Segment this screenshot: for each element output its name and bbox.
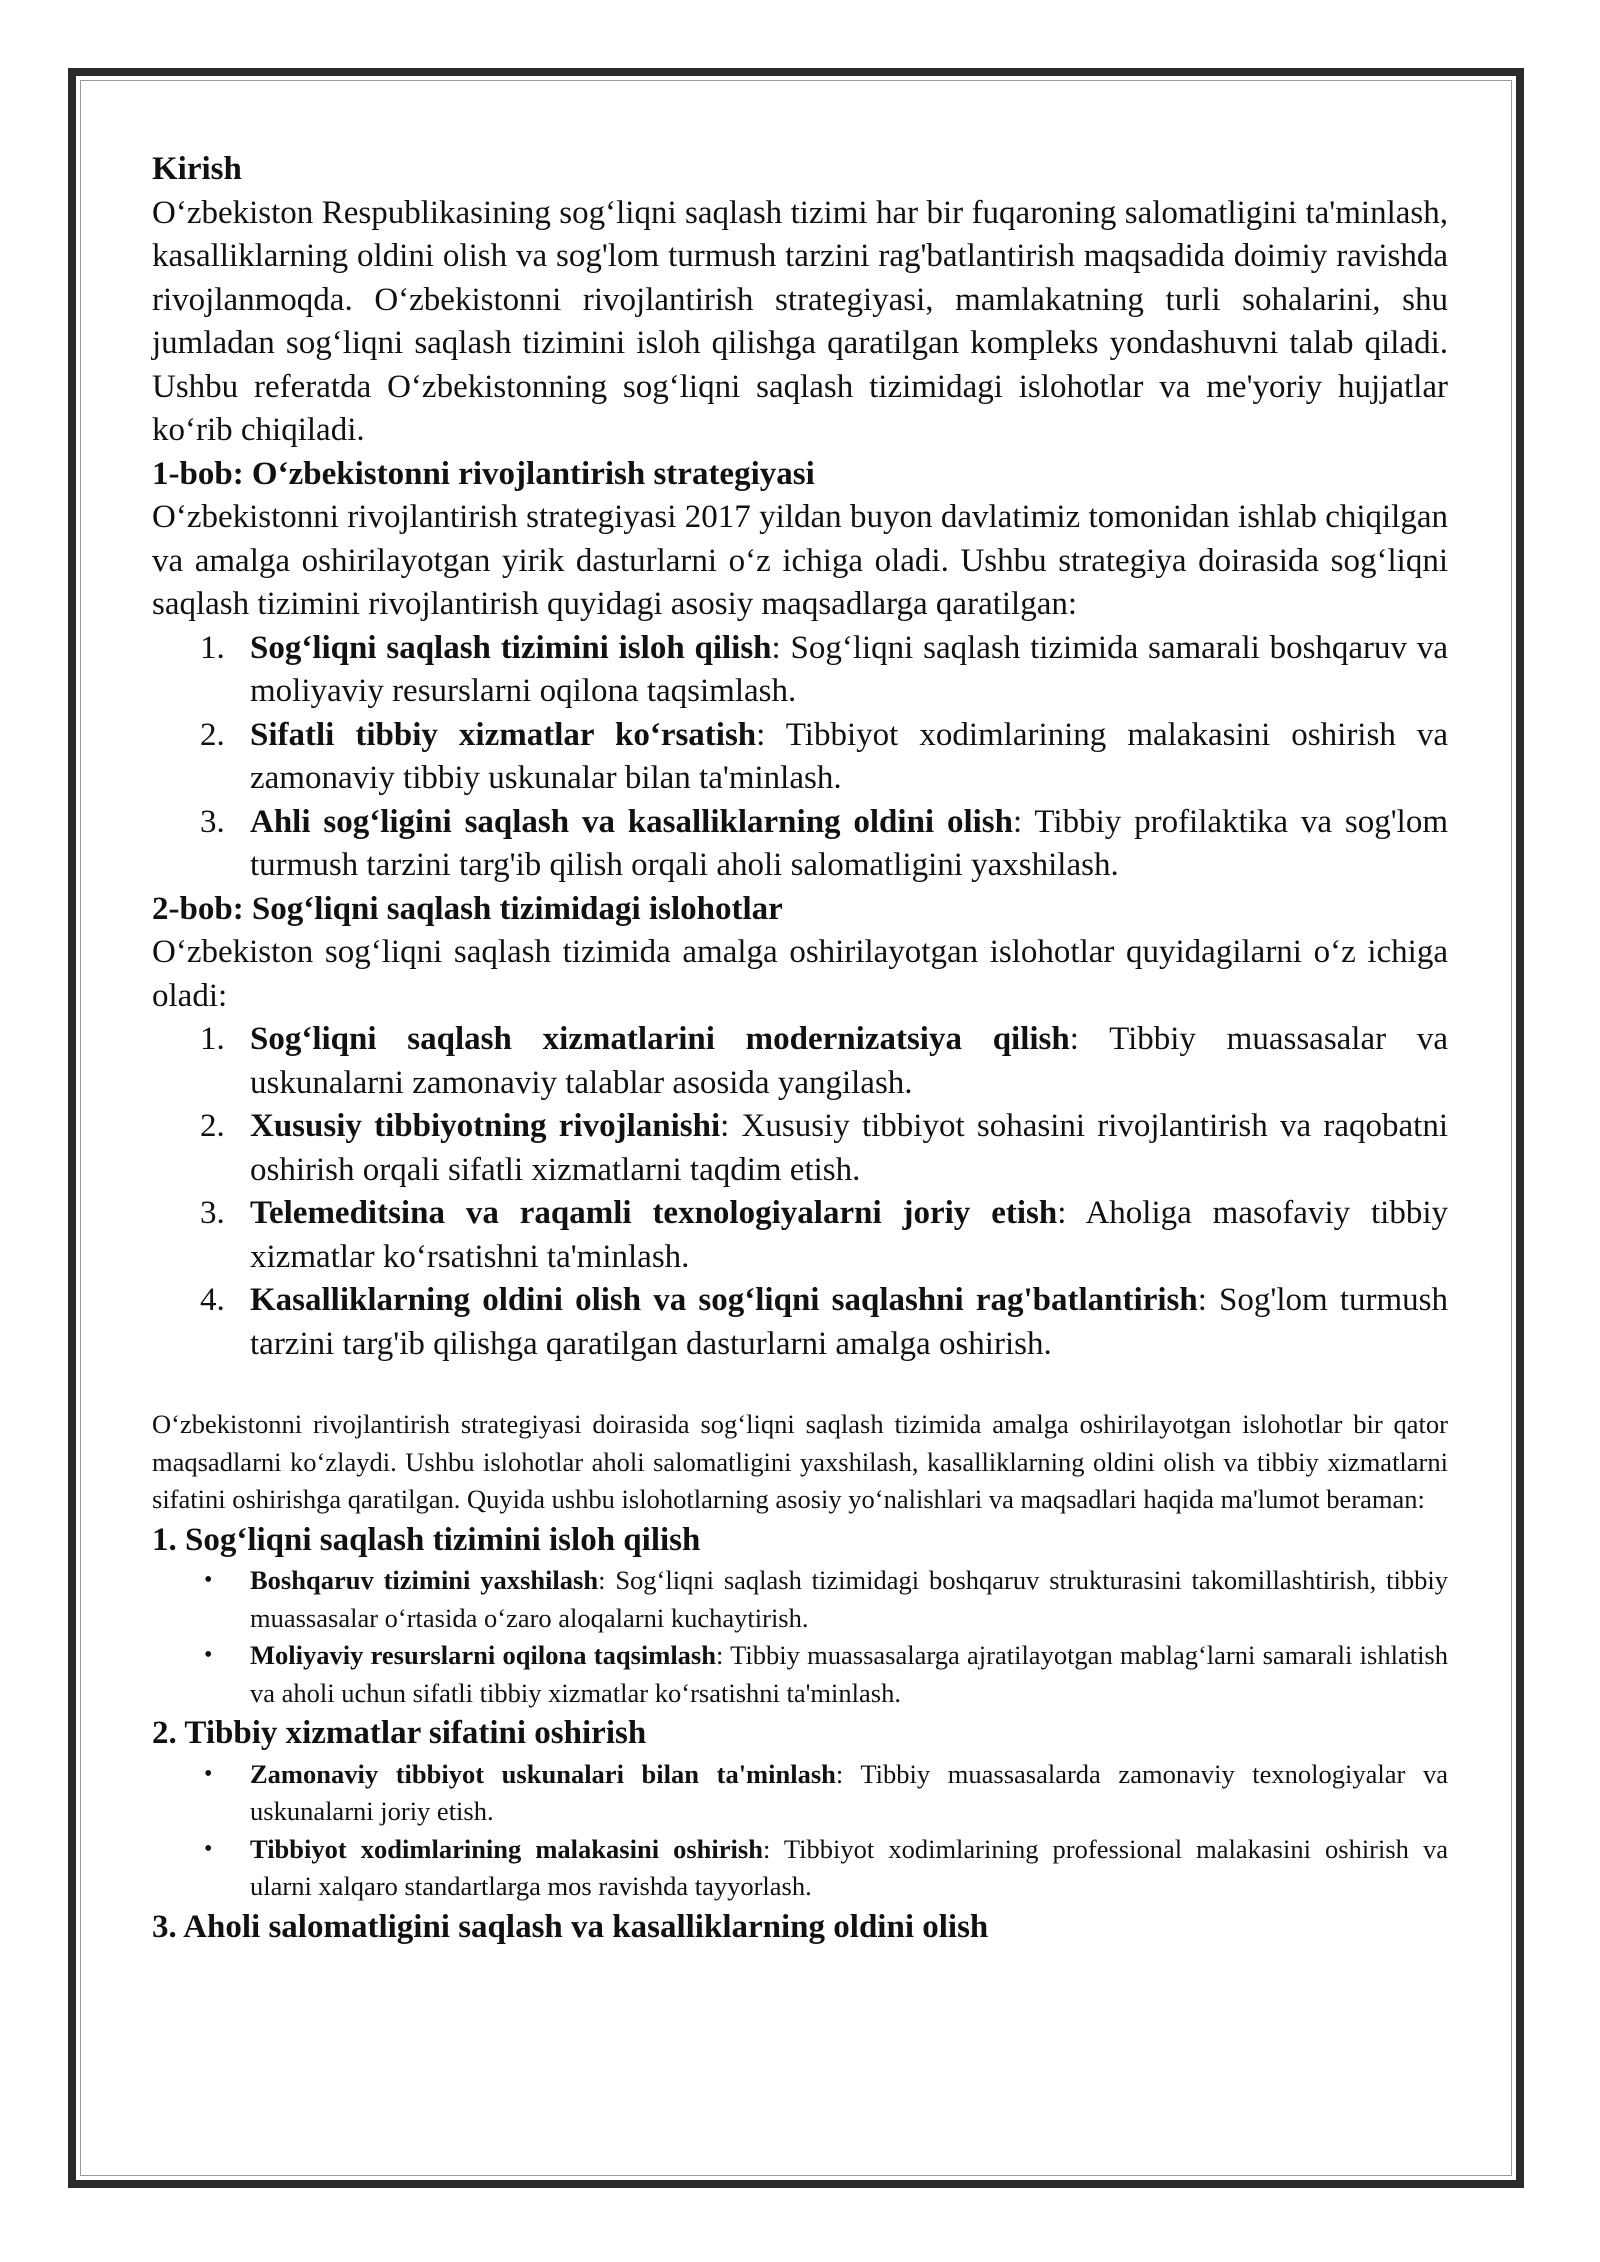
chapter2-heading: 2-bob: Sog‘liqni saqlash tizimidagi islohotlar [152,890,783,927]
list-item-separator: : [598,1565,606,1595]
section1-list [152,1562,1448,1712]
list-item-term: Tibbiyot xodimlarining malakasini oshirish [250,1833,763,1864]
list-item [152,714,1448,801]
document-content [152,148,1448,1949]
list-item-separator: : [716,1640,724,1670]
list-item-term: Ahli sog‘ligini saqlash va kasalliklarning oldini olish [250,803,1013,840]
list-item-term: Sog‘liqni saqlash xizmatlarini modernizatsiya qilish [250,1021,1070,1057]
summary-paragraph: O‘zbekistonni rivojlantirish strategiyasi doirasida sog‘liqni saqlash tizimida amalga oshirilayotgan islohotlar bir qator maqsadlarni ko‘zlaydi. Ushbu islohotlar aholi salomatligini yaxshilash, kasalliklarning oldini olish va tibbiy xizmatlarni sifatini oshirishga qaratilgan. Quyida ushbu islohotlarning asosiy yo‘nalishlari va maqsadlari haqida ma'lumot beraman: [152,1409,1448,1514]
bullet-icon: • [204,1760,213,1787]
list-item [152,1105,1448,1192]
list-item-text: Tibbiy profilaktika va sog'lom turmush tarzini targ'ib qilish orqali aholi salomatligini yaxshilash. [250,803,1448,883]
list-number: 2. [200,716,225,753]
list-item-term: Kasalliklarning oldini olish va sog‘liqni saqlashni rag'batlantirish [250,1282,1198,1318]
list-item-text: Aholiga masofaviy tibbiy xizmatlar ko‘rsatishni ta'minlash. [250,1195,1449,1275]
section3-heading: 3. Aholi salomatligini saqlash va kasalliklarning oldini olish [152,1908,989,1945]
chapter2-paragraph: O‘zbekiston sog‘liqni saqlash tizimida amalga oshirilayotgan islohotlar quyidagilarni o‘z ichiga oladi: [152,934,1448,1014]
list-item [152,627,1448,714]
list-number: 4. [200,1282,225,1318]
list-item-text: Tibbiy muassasalar va uskunalarni zamonaviy talablar asosida yangilash. [250,1021,1449,1101]
list-item-separator: : [1197,1282,1207,1318]
list-item [152,1279,1448,1366]
chapter1-heading: 1-bob: O‘zbekistonni rivojlantirish strategiyasi [152,455,815,492]
bullet-icon: • [204,1567,213,1593]
section1-heading: 1. Sog‘liqni saqlash tizimini isloh qilish [152,1521,701,1558]
list-item-text: Tibbiyot xodimlarining professional malakasini oshirish va ularni xalqaro standartlarga mos ravishda tayyorlash. [250,1833,1449,1901]
list-item-text: Tibbiyot xodimlarining malakasini oshirish va zamonaviy tibbiy uskunalar bilan ta'minlash. [250,716,1448,796]
list-item-text: Sog‘liqni saqlash tizimidagi boshqaruv strukturasini takomillashtirish, tibbiy muassasalar o‘rtasida o‘zaro aloqalarni kuchaytirish. [250,1565,1448,1633]
list-item-separator: : [1069,1021,1079,1057]
bullet-icon: • [204,1642,213,1668]
list-item-term: Zamonaviy tibbiyot uskunalari bilan ta'minlash [250,1758,836,1789]
list-item-separator: : [756,716,766,753]
list-item-separator: : [771,629,781,666]
list-item [152,1831,1448,1906]
list-item-separator: : [1057,1195,1067,1231]
section-spacer [152,1366,1448,1406]
list-item-separator: : [835,1758,844,1789]
list-number: 1. [200,629,225,666]
list-item [152,1562,1448,1637]
list-item-text: Tibbiy muassasalarga ajratilayotgan mablag‘larni samarali ishlatish va aholi uchun sifatli tibbiy xizmatlar ko‘rsatishni ta'minlash. [250,1640,1448,1708]
list-item-term: Telemeditsina va raqamli texnologiyalarni joriy etish [250,1195,1058,1231]
list-item-term: Sifatli tibbiy xizmatlar ko‘rsatish [250,716,757,753]
list-number: 1. [200,1021,225,1057]
list-item-separator: : [720,1108,730,1144]
list-item [152,1192,1448,1279]
chapter1-list [152,627,1448,888]
list-item-separator: : [762,1833,771,1864]
bullet-icon: • [204,1835,213,1862]
list-item-text: Xususiy tibbiyot sohasini rivojlantirish va raqobatni oshirish orqali sifatli xizmatlarni taqdim etish. [250,1108,1448,1188]
chapter1-paragraph: O‘zbekistonni rivojlantirish strategiyasi 2017 yildan buyon davlatimiz tomonidan ishlab chiqilgan va amalga oshirilayotgan yirik dasturlarni o‘z ichiga oladi. Ushbu strategiya doirasida sog‘liqni saqlash tizimini rivojlantirish quyidagi asosiy maqsadlarga qaratilgan: [152,499,1448,622]
list-item [152,1637,1448,1712]
section2-heading: 2. Tibbiy xizmatlar sifatini oshirish [152,1715,647,1751]
intro-paragraph: O‘zbekiston Respublikasining sog‘liqni saqlash tizimi har bir fuqaroning salomatligini ta'minlash, kasalliklarning oldini olish va sog'lom turmush tarzini rag'batlantirish maqsadida doimiy ravishda rivojlanmoqda. O‘zbekistonni rivojlantirish strategiyasi, mamlakatning turli sohalarini, shu jumladan sog‘liqni saqlash tizimini isloh qilishga qaratilgan kompleks yondashuvni talab qiladi. Ushbu referatda O‘zbekistonning sog‘liqni saqlash tizimidagi islohotlar va me'yoriy hujjatlar ko‘rib chiqiladi. [152,194,1448,448]
list-item [152,801,1448,888]
list-number: 3. [200,1195,225,1231]
list-item-text: Sog‘liqni saqlash tizimida samarali boshqaruv va moliyaviy resurslarni oqilona taqsimlash. [250,629,1448,709]
list-item [152,1018,1448,1105]
list-item-separator: : [1012,803,1023,840]
list-number: 2. [200,1108,225,1144]
list-item-term: Boshqaruv tizimini yaxshilash [250,1565,599,1595]
list-item-term: Sog‘liqni saqlash tizimini isloh qilish [250,629,772,666]
list-item-term: Xususiy tibbiyotning rivojlanishi [250,1108,721,1144]
section2-list [152,1756,1448,1906]
intro-heading: Kirish [152,151,242,187]
chapter2-list [152,1018,1448,1366]
list-number: 3. [200,803,225,840]
list-item-text: Tibbiy muassasalarda zamonaviy texnologiyalar va uskunalarni joriy etish. [250,1758,1448,1826]
list-item-text: Sog'lom turmush tarzini targ'ib qilishga qaratilgan dasturlarni amalga oshirish. [250,1282,1448,1362]
list-item-term: Moliyaviy resurslarni oqilona taqsimlash [250,1640,716,1670]
list-item [152,1756,1448,1831]
